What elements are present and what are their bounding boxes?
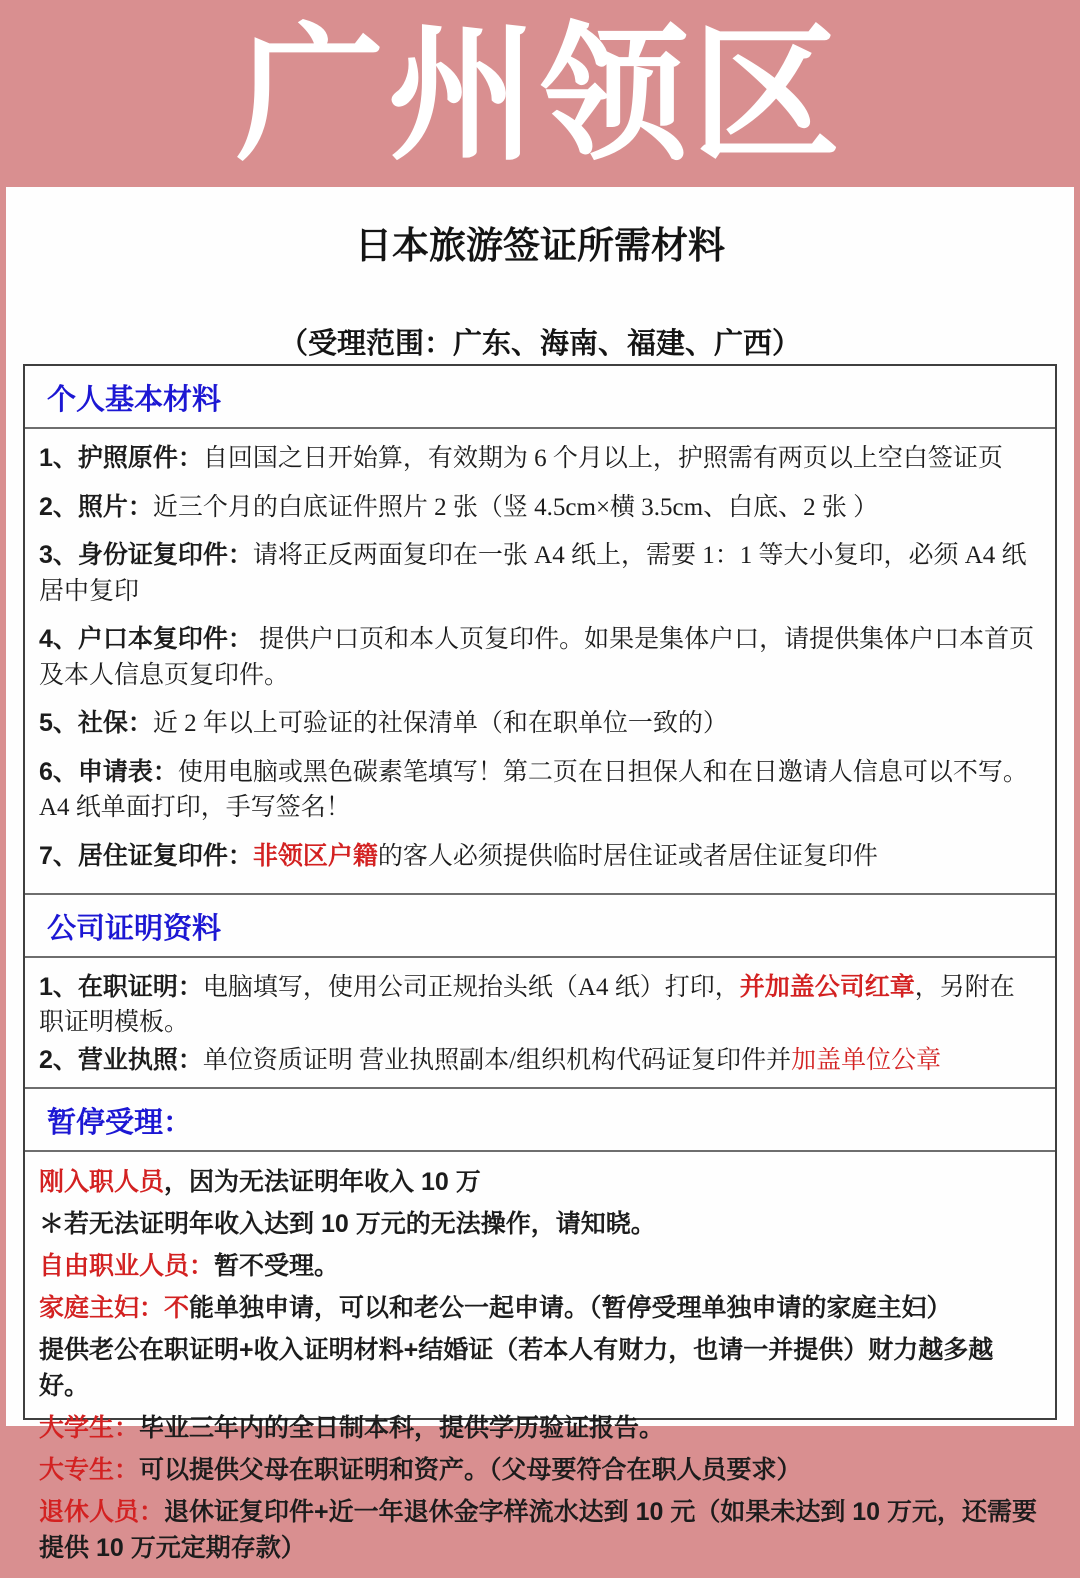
text-segment: 7、居住证复印件：: [39, 841, 253, 870]
text-segment: 3、身份证复印件：: [39, 541, 253, 569]
section-title: 暂停受理：: [47, 1107, 193, 1139]
list-item: [39, 970, 1039, 1040]
text-segment: 近三个月的白底证件照片 2 张（竖 4.5cm×横 3.5cm、白底、2 张 ）: [152, 493, 879, 521]
text-segment: 退休人员：: [39, 1498, 165, 1526]
text-segment: 退休证复印件+近一年退休金字样流水达到 10 元（如果未达到 10 万元，还需要提供 10 万元定期存款）: [39, 1498, 1038, 1562]
text-segment: ，另附在职证明模板。: [39, 974, 1015, 1036]
text-segment: 自由职业人员：: [39, 1252, 215, 1280]
list-item: [39, 441, 1039, 477]
text-segment: 6、申请表：: [39, 757, 178, 786]
section-body-2: [25, 958, 1055, 1089]
text-segment: 1、在职证明：: [39, 973, 203, 1001]
requirements-table: [23, 364, 1057, 1562]
document-panel: [6, 187, 1074, 1562]
text-segment: 可以提供父母在职证明和资产。（父母要符合在职人员要求）: [139, 1456, 802, 1484]
text-segment: 能单独申请，可以和老公一起申请。（暂停受理单独申请的家庭主妇）: [189, 1294, 952, 1322]
text-segment: 毕业三年内的全日制本科，提供学历验证报告。: [139, 1414, 665, 1442]
text-segment: 提供户口页和本人页复印件。如果是集体户口，请提供集体户口本首页及本人信息页复印件。: [39, 626, 1035, 689]
list-item: [39, 1494, 1039, 1566]
text-segment: 并加盖公司红章: [739, 973, 915, 1001]
list-item: [39, 1043, 1039, 1078]
section-title: 个人基本材料: [47, 384, 222, 416]
text-segment: 非领区户籍: [252, 841, 378, 870]
list-item: [39, 1410, 1039, 1446]
text-segment: 2、照片：: [39, 492, 153, 521]
section-header-3: [25, 1089, 1055, 1152]
list-item: [39, 755, 1039, 826]
list-item: [39, 1164, 1039, 1200]
text-segment: ，因为无法证明年收入 10 万: [164, 1168, 481, 1196]
text-segment: 自回国之日开始算，有效期为 6 个月以上，护照需有两页以上空白签证页: [202, 445, 1003, 472]
list-item: [39, 1452, 1039, 1488]
section-body-1: [25, 429, 1055, 895]
list-item: [39, 1290, 1039, 1326]
banner-title: 广州领区: [236, 12, 844, 178]
list-item: [39, 1332, 1039, 1404]
text-segment: 单位资质证明 营业执照副本/组织机构代码证复印件并: [202, 1047, 792, 1074]
text-segment: 刚入职人员: [39, 1168, 165, 1196]
section-body-3: [25, 1152, 1055, 1578]
list-item: [39, 1206, 1039, 1242]
doc-subtitle: （受理范围：广东、海南、福建、广西）: [278, 328, 801, 360]
list-item: [39, 622, 1039, 693]
text-segment: 使用电脑或黑色碳素笔填写！第二页在日担保人和在日邀请人信息可以不写。A4 纸单面打印，手写签名！: [39, 758, 1028, 821]
text-segment: 大专生：: [39, 1456, 140, 1484]
text-segment: 4、户口本复印件：: [39, 625, 253, 653]
text-segment: ＊若无法证明年收入达到 10 万元的无法操作，请知晓。: [39, 1210, 656, 1238]
list-item: [39, 490, 1039, 526]
section-header-2: [25, 895, 1055, 958]
text-segment: 近 2 年以上可验证的社保清单（和在职单位一致的）: [152, 710, 728, 737]
section-title: 公司证明资料: [47, 913, 222, 945]
section-header-1: [25, 366, 1055, 429]
text-segment: 5、社保：: [39, 709, 153, 737]
list-item: [39, 706, 1039, 742]
text-segment: 1、护照原件：: [39, 444, 203, 472]
list-item: [39, 839, 1039, 875]
list-item: [39, 538, 1039, 609]
banner: [0, 0, 1080, 187]
text-segment: 2、营业执照：: [39, 1046, 203, 1074]
text-segment: 请将正反两面复印在一张 A4 纸上，需要 1：1 等大小复印，必须 A4 纸居中复印: [39, 542, 1027, 605]
text-segment: 的客人必须提供临时居住证或者居住证复印件: [377, 842, 878, 870]
text-segment: 暂不受理。: [214, 1252, 340, 1280]
text-segment: 家庭主妇：不: [39, 1294, 190, 1322]
text-segment: 大学生：: [39, 1414, 140, 1442]
text-segment: 提供老公在职证明+收入证明材料+结婚证（若本人有财力，也请一并提供）财力越多越好。: [39, 1336, 994, 1400]
text-segment: 加盖单位公章: [791, 1047, 942, 1074]
list-item: [39, 1248, 1039, 1284]
doc-title: 日本旅游签证所需材料: [355, 225, 725, 266]
text-segment: 电脑填写，使用公司正规抬头纸（A4 纸）打印，: [202, 974, 740, 1001]
